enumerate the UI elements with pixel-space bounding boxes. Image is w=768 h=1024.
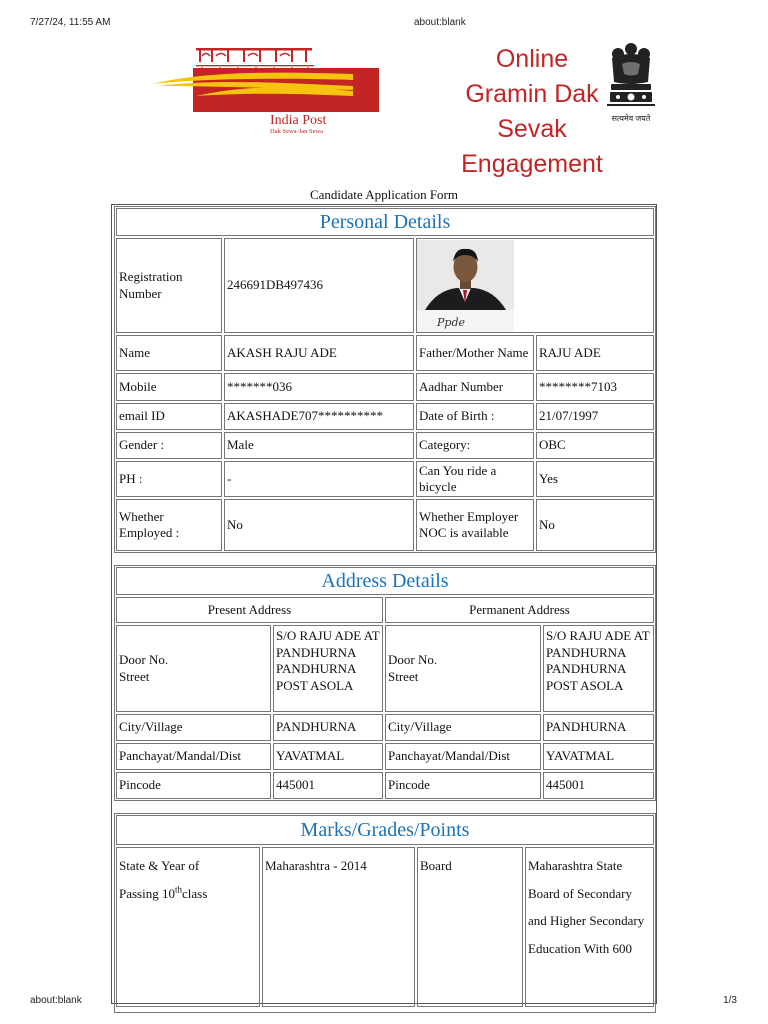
permanent-pincode-label: Pincode: [385, 772, 541, 799]
permanent-dist-label: Panchayat/Mandal/Dist: [385, 743, 541, 770]
permanent-city-label: City/Village: [385, 714, 541, 741]
category-label: Category:: [416, 432, 534, 459]
state-year-label-line1: State & Year of: [119, 858, 200, 873]
bicycle-label: Can You ride a bicycle: [416, 461, 534, 497]
address-details-title: Address Details: [116, 567, 654, 595]
parent-name-label: Father/Mother Name: [416, 335, 534, 371]
permanent-address-header: Permanent Address: [385, 597, 654, 623]
name-value: AKASH RAJU ADE: [224, 335, 414, 371]
logo-tagline: Dak Sewa-Jan Sewa: [270, 128, 324, 135]
parent-name-value: RAJU ADE: [536, 335, 654, 371]
present-address-header: Present Address: [116, 597, 383, 623]
emblem-caption: सत्यमेव जयते: [611, 114, 651, 123]
present-pincode-label: Pincode: [116, 772, 271, 799]
door-label-line: Door No.: [388, 652, 438, 667]
street-label-line: Street: [388, 668, 419, 684]
print-page-number: 1/3: [723, 995, 737, 1006]
ph-value: -: [224, 461, 414, 497]
aadhar-label: Aadhar Number: [416, 373, 534, 401]
permanent-city-value: PANDHURNA: [543, 714, 654, 741]
registration-value: 246691DB497436: [224, 238, 414, 333]
present-dist-value: YAVATMAL: [273, 743, 383, 770]
registration-label: Registration Number: [116, 238, 222, 333]
india-post-logo: [148, 44, 384, 136]
name-label: Name: [116, 335, 222, 371]
permanent-pincode-value: 445001: [543, 772, 654, 799]
gender-value: Male: [224, 432, 414, 459]
board-value: Maharashtra State Board of Secondary and Higher Secondary Education With 600: [525, 847, 654, 1007]
permanent-door-value: S/O RAJU ADE AT PANDHURNA PANDHURNA POST ASOLA: [543, 625, 654, 712]
print-datetime: 7/27/24, 11:55 AM: [30, 17, 111, 28]
present-dist-label: Panchayat/Mandal/Dist: [116, 743, 271, 770]
noc-label: Whether Employer NOC is available: [416, 499, 534, 551]
aadhar-value: ********7103: [536, 373, 654, 401]
door-label-line: Door No.: [119, 652, 169, 667]
personal-details-title: Personal Details: [116, 208, 654, 236]
print-url-bottom: about:blank: [30, 995, 82, 1006]
ph-label: PH :: [116, 461, 222, 497]
email-value: AKASHADE707**********: [224, 403, 414, 430]
dob-label: Date of Birth :: [416, 403, 534, 430]
permanent-dist-value: YAVATMAL: [543, 743, 654, 770]
portal-title-line: Gramin Dak: [465, 80, 599, 108]
mobile-label: Mobile: [116, 373, 222, 401]
street-label-line: Street: [119, 668, 150, 684]
permanent-door-label: [385, 625, 541, 712]
national-emblem-icon: [604, 40, 658, 114]
board-label: Board: [417, 847, 523, 1007]
print-url-top: about:blank: [414, 17, 466, 28]
present-city-label: City/Village: [116, 714, 271, 741]
marks-title: Marks/Grades/Points: [116, 815, 654, 845]
state-year-label: [116, 847, 260, 1007]
employed-label: Whether Employed :: [116, 499, 222, 551]
present-door-value: S/O RAJU ADE AT PANDHURNA PANDHURNA POST ASOLA: [273, 625, 383, 712]
mobile-value: *******036: [224, 373, 414, 401]
present-city-value: PANDHURNA: [273, 714, 383, 741]
email-label: email ID: [116, 403, 222, 430]
dob-value: 21/07/1997: [536, 403, 654, 430]
bicycle-value: Yes: [536, 461, 654, 497]
form-title: Candidate Application Form: [309, 187, 459, 202]
portal-title-line: Online: [495, 45, 569, 73]
candidate-photo: [417, 240, 514, 332]
state-year-value: Maharashtra - 2014: [262, 847, 415, 1007]
logo-text: India Post: [270, 113, 327, 128]
portal-title-line: Engagement: [461, 150, 603, 178]
gender-label: Gender :: [116, 432, 222, 459]
photo-signature: Ppde: [437, 316, 465, 329]
present-pincode-value: 445001: [273, 772, 383, 799]
portal-title-line: Sevak: [497, 115, 567, 143]
portal-title: [446, 42, 618, 182]
category-value: OBC: [536, 432, 654, 459]
present-door-label: [116, 625, 271, 712]
noc-value: No: [536, 499, 654, 551]
state-year-label-line2: Passing 10thclass: [119, 884, 208, 901]
employed-value: No: [224, 499, 414, 551]
